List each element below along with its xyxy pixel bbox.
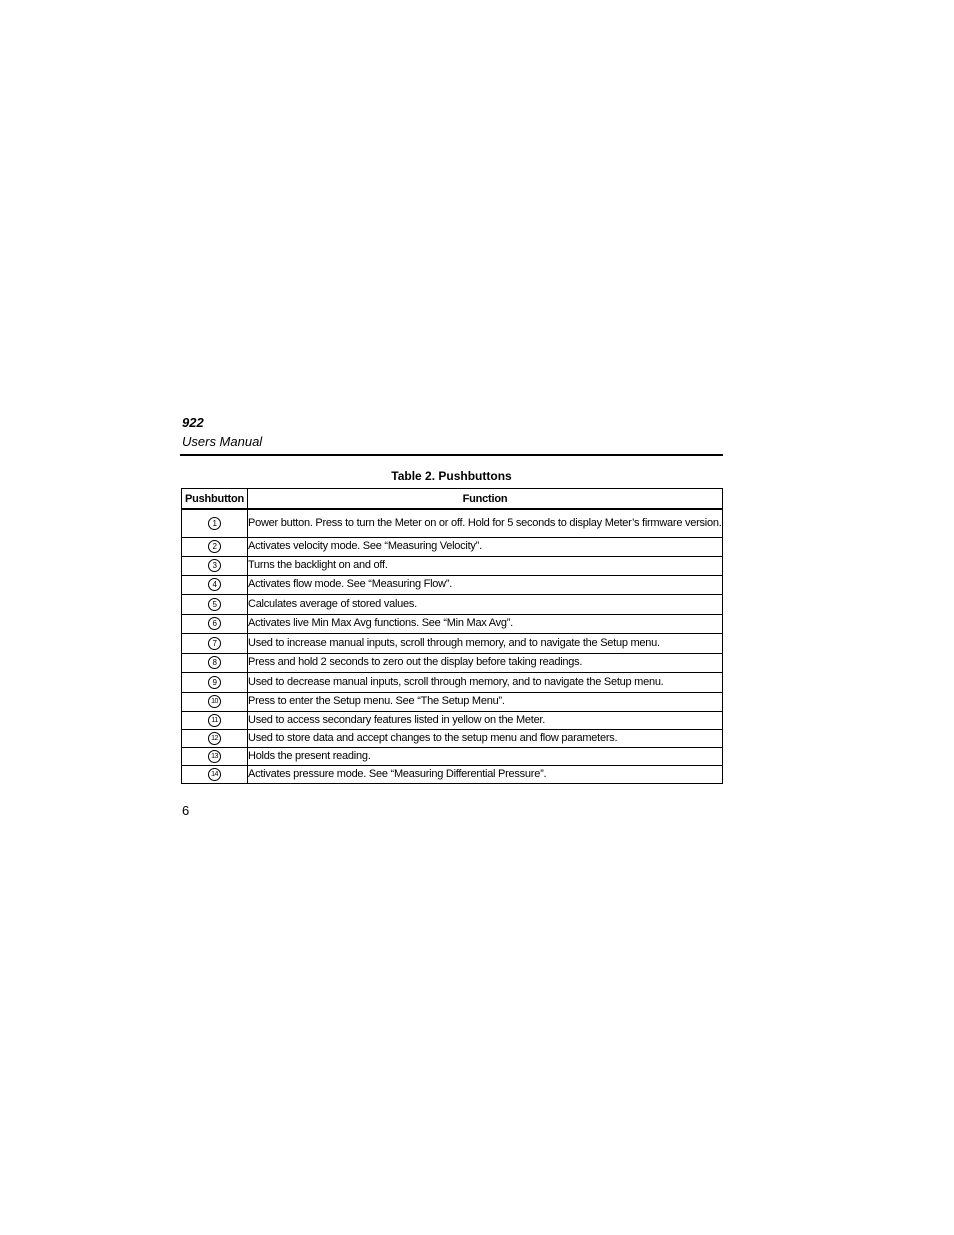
table-row (182, 556, 723, 575)
pushbutton-cell (182, 537, 248, 556)
pushbutton-cell (182, 711, 248, 729)
pushbutton-number-icon: 7 (208, 637, 221, 650)
function-description: Used to access secondary features listed in yellow on the Meter. (248, 711, 723, 729)
table-row (182, 729, 723, 747)
table-header-row (182, 489, 723, 510)
pushbutton-number-icon: 9 (208, 676, 221, 689)
pushbutton-number-icon: 10 (208, 695, 221, 708)
table-row (182, 537, 723, 556)
table-row (182, 711, 723, 729)
pushbutton-cell (182, 633, 248, 653)
pushbutton-cell (182, 747, 248, 765)
pushbutton-number-icon: 6 (208, 617, 221, 630)
pushbutton-cell (182, 594, 248, 614)
function-description: Holds the present reading. (248, 747, 723, 765)
pushbutton-cell (182, 672, 248, 692)
pushbutton-number-icon: 14 (208, 768, 221, 781)
function-description: Used to increase manual inputs, scroll through memory, and to navigate the Setup menu. (248, 633, 723, 653)
pushbutton-number-icon: 3 (208, 559, 221, 572)
function-description: Used to store data and accept changes to the setup menu and flow parameters. (248, 729, 723, 747)
page-number: 6 (182, 803, 190, 818)
pushbutton-cell (182, 692, 248, 711)
pushbutton-cell (182, 575, 248, 594)
table-row (182, 747, 723, 765)
pushbutton-number-icon: 8 (208, 656, 221, 669)
table-row (182, 672, 723, 692)
function-description: Used to decrease manual inputs, scroll through memory, and to navigate the Setup menu. (248, 672, 723, 692)
pushbutton-number-icon: 2 (208, 540, 221, 553)
pushbutton-cell (182, 614, 248, 633)
table-row (182, 614, 723, 633)
function-description: Power button. Press to turn the Meter on or off. Hold for 5 seconds to display Meter’s firmware version. (248, 509, 723, 537)
pushbutton-cell (182, 729, 248, 747)
function-description: Press and hold 2 seconds to zero out the display before taking readings. (248, 653, 723, 672)
function-description: Press to enter the Setup menu. See “The Setup Menu”. (248, 692, 723, 711)
pushbutton-number-icon: 12 (208, 732, 221, 745)
pushbutton-number-icon: 1 (208, 517, 221, 530)
table-row (182, 633, 723, 653)
function-description: Activates live Min Max Avg functions. See “Min Max Avg”. (248, 614, 723, 633)
table-row (182, 692, 723, 711)
column-header-pushbutton: Pushbutton (182, 489, 248, 510)
function-description: Activates flow mode. See “Measuring Flow”. (248, 575, 723, 594)
table-row (182, 509, 723, 537)
function-description: Turns the backlight on and off. (248, 556, 723, 575)
pushbutton-cell (182, 509, 248, 537)
manual-title: Users Manual (182, 434, 263, 449)
header-rule (180, 454, 723, 456)
pushbutton-cell (182, 556, 248, 575)
pushbutton-number-icon: 13 (208, 750, 221, 763)
column-header-function: Function (248, 489, 723, 510)
function-description: Activates pressure mode. See “Measuring Differential Pressure”. (248, 765, 723, 783)
table-title: Table 2. Pushbuttons (391, 469, 512, 483)
function-description: Calculates average of stored values. (248, 594, 723, 614)
table-body (182, 509, 723, 783)
table-row (182, 594, 723, 614)
pushbuttons-table (181, 488, 723, 784)
pushbutton-number-icon: 5 (208, 598, 221, 611)
function-description: Activates velocity mode. See “Measuring Velocity”. (248, 537, 723, 556)
pushbutton-number-icon: 11 (208, 714, 221, 727)
table-row (182, 765, 723, 783)
table-row (182, 575, 723, 594)
pushbutton-number-icon: 4 (208, 578, 221, 591)
table-row (182, 653, 723, 672)
pushbutton-cell (182, 653, 248, 672)
pushbutton-cell (182, 765, 248, 783)
model-number: 922 (182, 415, 204, 430)
